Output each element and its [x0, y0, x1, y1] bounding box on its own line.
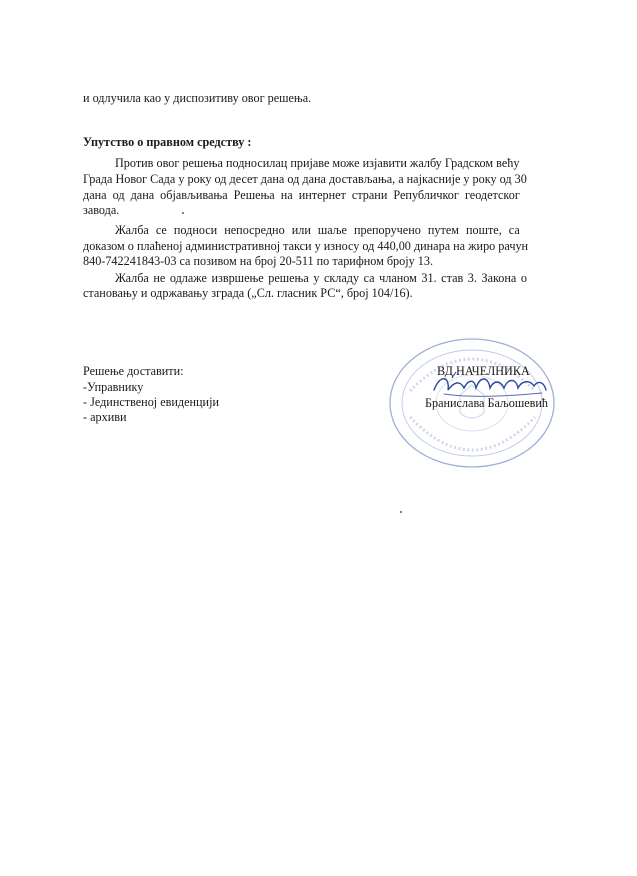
intro-line: и одлучила као у диспозитиву овог решења.	[83, 91, 312, 105]
appeal-instructions-heading: Упутство о правном средству :	[83, 135, 252, 149]
para1-line1: Против овог решења подносилац пријаве може изјавити жалбу Градском већу	[115, 156, 520, 170]
signatory-role: ВД НАЧЕЛНИКА	[437, 364, 530, 378]
delivery-item-manager: -Управнику	[83, 380, 144, 394]
para1-line3: дана од дана објављивања Решења на интернет страни Републичког геодетског	[83, 188, 520, 202]
para2-line2: доказом о плаћеној административној такси у износу од 440,00 динара на жиро рачун	[83, 239, 529, 253]
signatory-name: Бранислава Бaљошевић	[425, 396, 549, 410]
para1-line4: завода.	[83, 203, 120, 217]
para3-line1: Жалба не одлаже извршење решења у складу са чланом 31. став 3. Закона о	[115, 271, 527, 285]
delivery-item-archive: - архиви	[83, 410, 127, 424]
para3-line2: становању и одржавању зграда („Сл. гласник РС“, број 104/16).	[83, 286, 413, 300]
delivery-title: Решење доставити:	[83, 364, 184, 378]
scan-speck	[400, 511, 402, 513]
para1-line2: Града Новог Сада у року од десет дана од дана достављања, а најкасније у року од 30	[83, 172, 527, 186]
para2-line3: 840-742241843-03 са позивом на број 20-511 по тарифном броју 13.	[83, 254, 434, 268]
delivery-item-registry: - Јединственој евиденцији	[83, 395, 219, 409]
para2-line1: Жалба се подноси непосредно или шаље препоручено путем поште, са	[115, 223, 520, 237]
scan-speck	[182, 212, 184, 214]
